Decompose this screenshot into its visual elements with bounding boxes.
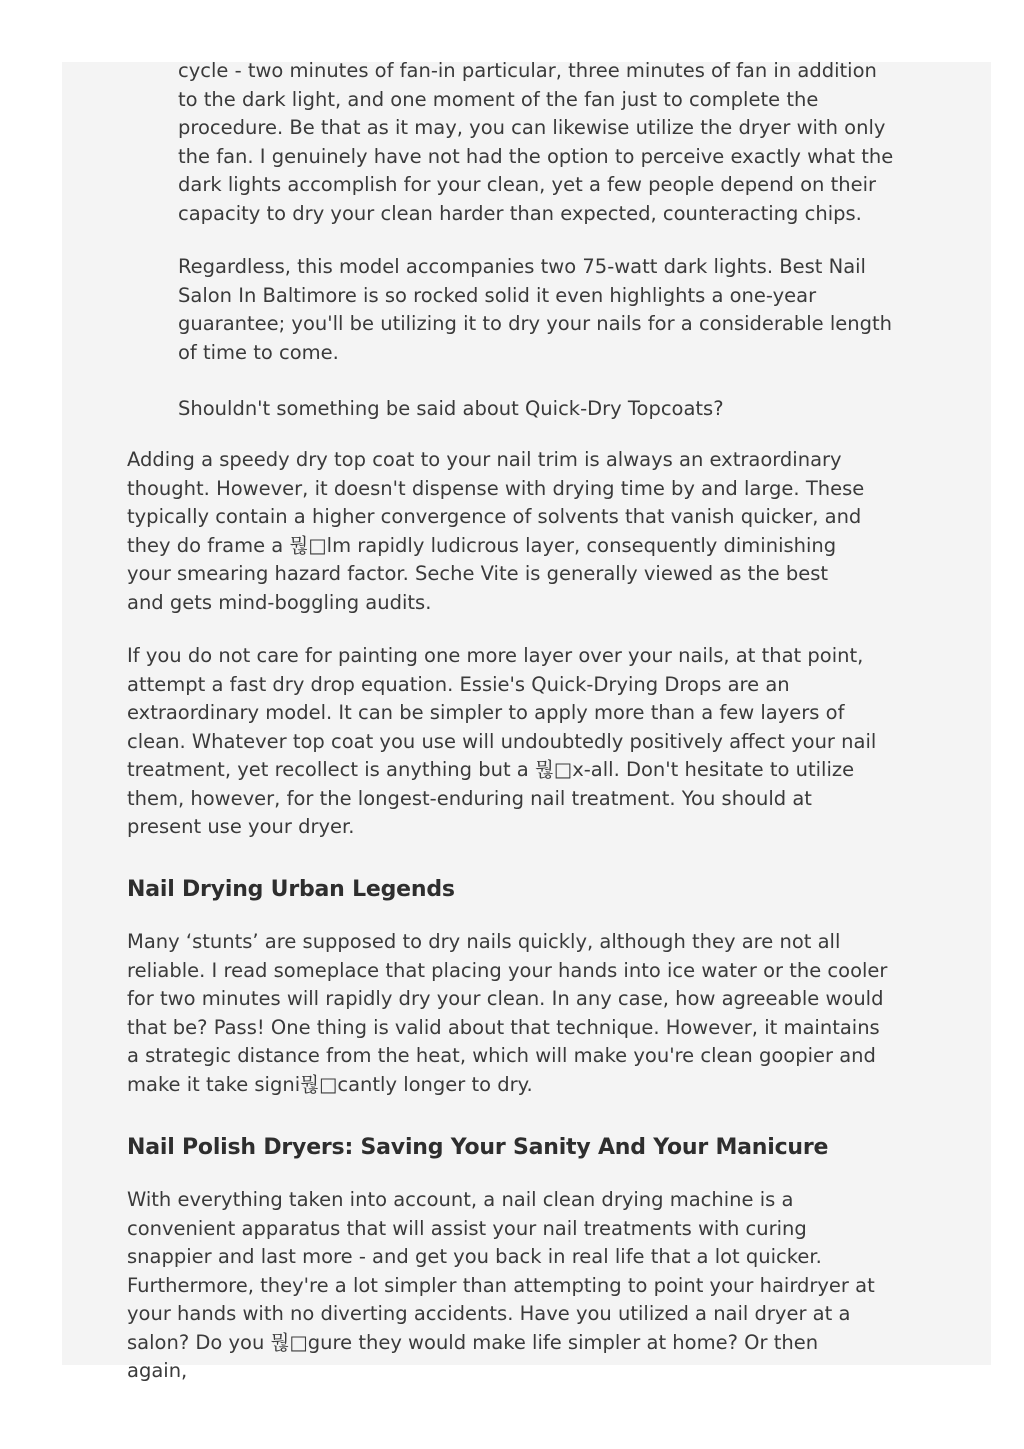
text-line: that be? Pass! One thing is valid about that technique. However, it maintains (127, 1015, 880, 1039)
paragraph-dark-lights (178, 253, 892, 367)
text-line: procedure. Be that as it may, you can likewise utilize the dryer with only (178, 116, 886, 139)
text-line: make it take signi뭖□cantly longer to dry. (127, 1072, 533, 1096)
text-line: If you do not care for painting one more layer over your nails, at that point, (127, 644, 864, 667)
text-line: capacity to dry your clean harder than expected, counteracting chips. (178, 201, 862, 225)
section-heading-urban-legends: Nail Drying Urban Legends (127, 877, 455, 902)
text-line: a strategic distance from the heat, which will make you're clean goopier and (127, 1044, 876, 1067)
text-line: your hands with no diverting accidents. Have you utilized a nail dryer at a (127, 1302, 851, 1325)
text-line: extraordinary model. It can be simpler to apply more than a few layers of (127, 701, 845, 724)
text-line: cycle - two minutes of fan-in particular, three minutes of fan in addition (178, 59, 877, 82)
text-line: Salon In Baltimore is so rocked solid it even highlights a one-year (178, 283, 817, 307)
text-line: With everything taken into account, a nail clean drying machine is a (127, 1188, 794, 1211)
text-line: present use your dryer. (127, 815, 355, 838)
text-line: to the dark light, and one moment of the fan just to complete the (178, 87, 819, 111)
text-line: again, (127, 1359, 188, 1382)
text-line: for two minutes will rapidly dry your clean. In any case, how agreeable would (127, 987, 884, 1010)
section-heading-nail-polish-dryers: Nail Polish Dryers: Saving Your Sanity And Your Manicure (127, 1135, 829, 1160)
text-line: reliable. I read someplace that placing your hands into ice water or the cooler (127, 958, 888, 982)
text-line: Regardless, this model accompanies two 75-watt dark lights. Best Nail (178, 255, 866, 278)
text-line: snappier and last more - and get you back in real life that a lot quicker. (127, 1245, 822, 1268)
text-line: Shouldn't something be said about Quick-Dry Topcoats? (178, 397, 724, 420)
text-line: them, however, for the longest-enduring nail treatment. You should at (127, 786, 812, 810)
text-line: Many ‘stunts’ are supposed to dry nails quickly, although they are not all (127, 930, 841, 953)
text-line: attempt a fast dry drop equation. Essie's Quick-Drying Drops are an (127, 672, 790, 696)
text-line: thought. However, it doesn't dispense with drying time by and large. These (127, 476, 865, 500)
text-line: Furthermore, they're a lot simpler than attempting to point your hairdryer at (127, 1273, 875, 1297)
text-line: convenient apparatus that will assist your nail treatments with curing (127, 1216, 807, 1240)
text-line: typically contain a higher convergence of solvents that vanish quicker, and (127, 505, 862, 528)
text-line: they do frame a 뭖□lm rapidly ludicrous layer, consequently diminishing (127, 533, 837, 557)
paragraph-nail-polish-dryers (127, 1186, 875, 1386)
paragraph-urban-legends (127, 928, 887, 1099)
text-line: Adding a speedy dry top coat to your nail trim is always an extraordinary (127, 448, 842, 471)
text-line: dark lights accomplish for your clean, yet a few people depend on their (178, 173, 877, 196)
paragraph-dryer-cycle (178, 57, 893, 228)
text-line: the fan. I genuinely have not had the option to perceive exactly what the (178, 144, 894, 168)
text-line: of time to come. (178, 340, 339, 364)
text-line: your smearing hazard factor. Seche Vite is generally viewed as the best (127, 562, 829, 585)
text-line: salon? Do you 뭖□gure they would make life simpler at home? Or then (127, 1330, 819, 1354)
text-line: and gets mind-boggling audits. (127, 590, 432, 614)
paragraph-question (178, 395, 724, 424)
text-line: clean. Whatever top coat you use will undoubtedly positively affect your nail (127, 729, 877, 753)
text-line: treatment, yet recollect is anything but a 뭖□x-all. Don't hesitate to utilize (127, 758, 855, 781)
paragraph-top-coat (127, 446, 864, 617)
text-line: guarantee; you'll be utilizing it to dry your nails for a considerable length (178, 312, 893, 335)
paragraph-drying-drops (127, 642, 876, 842)
